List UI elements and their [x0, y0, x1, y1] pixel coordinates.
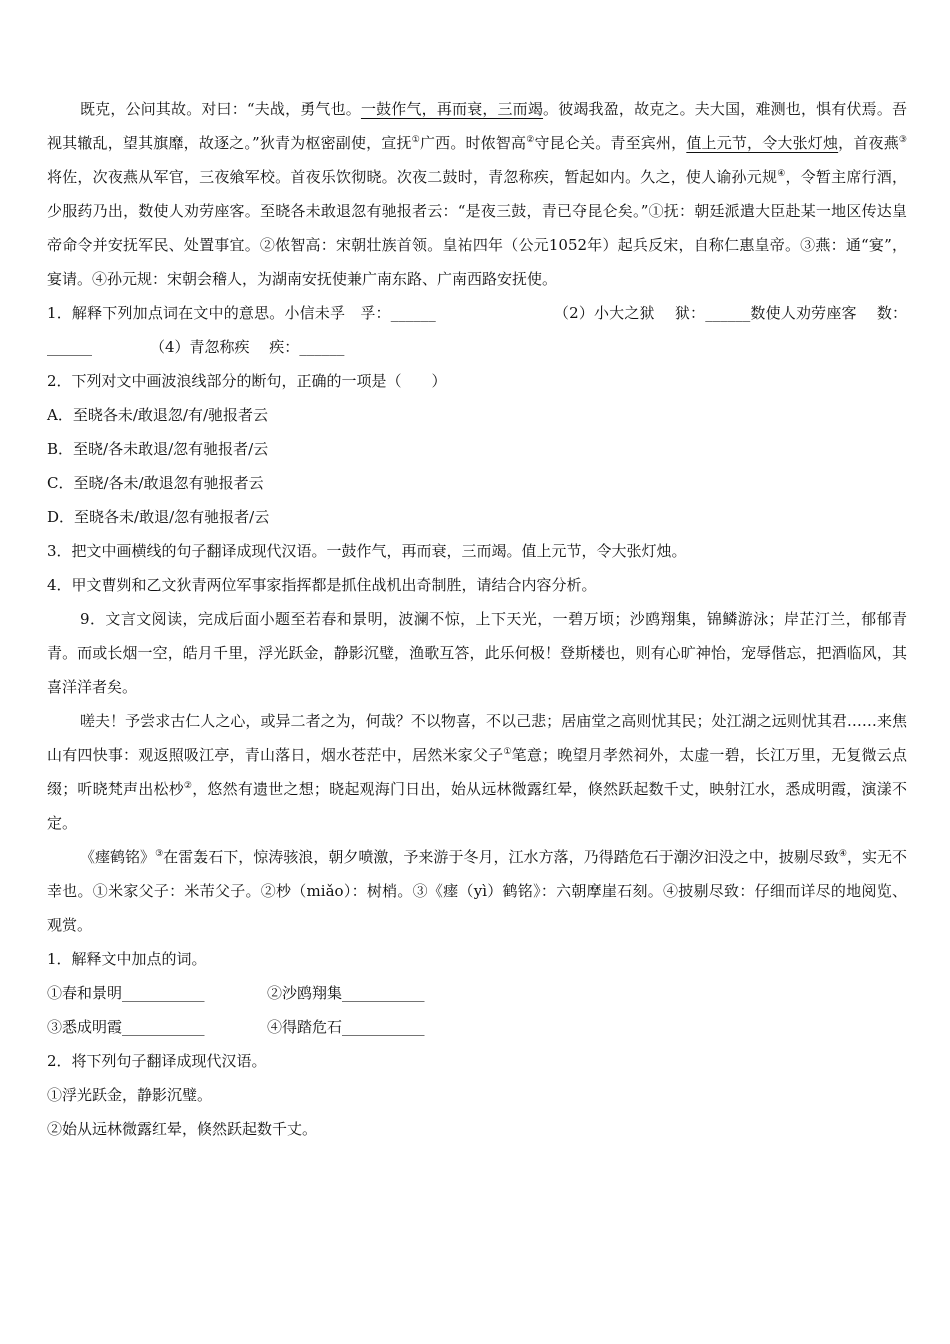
passage-text: 在雷轰石下，惊涛骇浪，朝夕喷激，予来游于冬月，江水方落，乃得踏危石于潮汐汩没之中，披剔尽致	[163, 848, 839, 866]
footnote-marker: ②	[183, 781, 193, 791]
sub-question-1-stem: 1．解释文中加点的词。	[47, 950, 207, 968]
passage-text: ，首夜燕	[838, 134, 899, 152]
vocab-item[interactable]: ②沙鸥翔集___________	[267, 984, 425, 1002]
question-text: 1．解释下列加点词在文中的意思。小信未孚 孚：	[47, 304, 391, 322]
answer-blank[interactable]: ______	[390, 304, 436, 322]
passage-text: 既克，公问其故。对曰：“夫战，勇气也。	[80, 100, 361, 118]
answer-blank[interactable]: ______	[299, 338, 345, 356]
answer-blank[interactable]: ______	[47, 338, 92, 356]
question-1	[47, 296, 907, 364]
option-c[interactable]: C．至晓/各未/敢退忽有驰报者云	[47, 474, 264, 492]
passage-text: ，令暂主席行酒，少服药乃出，数使人劝劳座客。至晓各未敢退忽有驰报者云：“是夜三鼓，青已夺昆仑矣。”①抚：朝廷派遣大臣赴某一地区传达皇帝命令并安抚军民、处置事宜。②侬智高：宋朝壮族首领。皇祐四年（公元1052年）起兵反宋，自称仁惠皇帝。③燕：通“宴”，宴请。④孙元规：宋朝会稽人，为湖南安抚使兼广南东路、广南西路安抚使。	[47, 168, 907, 288]
underlined-sentence-2: 值上元节，令大张灯烛	[686, 134, 839, 152]
sub-question-2-stem: 2．将下列句子翻译成现代汉语。	[47, 1052, 267, 1070]
passage-a	[47, 92, 907, 296]
footnote-marker: ②	[526, 135, 535, 145]
passage-text: 将佐，次夜燕从军官，三夜飨军校。首夜乐饮彻晓。次夜二鼓时，青忽称疾，暂起如内。久之，使人谕孙元规	[47, 168, 778, 186]
vocab-item[interactable]: ①春和景明___________	[47, 984, 205, 1002]
passage-text: 守昆仑关。青至宾州，	[534, 134, 687, 152]
sub-question-1-row	[47, 976, 907, 1010]
answer-blank[interactable]: ______	[705, 304, 751, 322]
passage-text: 。彼竭我盈，故克之。夫大国，难测也，惧有伏焉。吾视其辙乱，望其旗靡，故逐之。”狄青为枢密副使，宣抚	[47, 100, 907, 152]
section-9-paragraph-3	[47, 840, 907, 942]
translation-item: ②始从远林微露红晕，倏然跃起数千丈。	[47, 1120, 318, 1138]
option-b[interactable]: B．至晓/各未敢退/忽有驰报者/云	[47, 440, 269, 458]
footnote-marker: ①	[411, 135, 420, 145]
underlined-sentence-1: 一鼓作气，再而衰，三而竭	[360, 100, 544, 118]
footnote-marker: ④	[838, 849, 847, 859]
vocab-item[interactable]: ③悉成明霞___________	[47, 1018, 205, 1036]
passage-text: 嗟夫！予尝求古仁人之心，或异二者之为，何哉？不以物喜，不以己悲；居庙堂之高则忧其民；处江湖之远则忧其君……来焦山有四快事：观返照吸江亭，青山落日，烟水苍茫中，居然米家父子	[47, 712, 907, 764]
footnote-marker: ①	[503, 747, 512, 757]
passage-text: 笔意；晚望月孝然祠外，太虚一碧，长江万里，无复微云点缀；听晓梵声出松杪	[47, 746, 907, 798]
footnote-marker: ③	[898, 135, 907, 145]
question-3: 3．把文中画横线的句子翻译成现代汉语。一鼓作气，再而衰，三而竭。值上元节，令大张灯烛。	[47, 542, 687, 560]
passage-text: ，实无不幸也。①米家父子：米芾父子。②杪（miǎo）：树梢。③《瘗（yì）鹤铭》：六朝摩崖石刻。④披剔尽致：仔细而详尽的地阅览、观赏。	[47, 848, 907, 934]
vocab-item[interactable]: ④得踏危石___________	[267, 1018, 425, 1036]
question-2-stem: 2．下列对文中画波浪线部分的断句，正确的一项是（ ）	[47, 372, 447, 390]
question-4: 4．甲文曹刿和乙文狄青两位军事家指挥都是抓住战机出奇制胜，请结合内容分析。	[47, 576, 597, 594]
section-9-paragraph-2	[47, 704, 907, 840]
passage-text: 广西。时侬智高	[419, 134, 527, 152]
question-text: （2）小大之狱 狱：	[553, 304, 706, 322]
question-text: 数使人劝劳座客 数：	[750, 304, 908, 322]
passage-text: 《瘗鹤铭》	[80, 848, 156, 866]
option-d[interactable]: D．至晓各未/敢退/忽有驰报者/云	[47, 508, 270, 526]
sub-question-1-row	[47, 1010, 907, 1044]
section-9-paragraph-1: 9．文言文阅读，完成后面小题至若春和景明，波澜不惊，上下天光，一碧万顷；沙鸥翔集，锦鳞游泳；岸芷汀兰，郁郁青青。而或长烟一空，皓月千里，浮光跃金，静影沉璧，渔歌互答，此乐何极！登斯楼也，则有心旷神怡，宠辱偕忘，把酒临风，其喜洋洋者矣。	[47, 610, 907, 696]
translation-item: ①浮光跃金，静影沉璧。	[47, 1086, 213, 1104]
footnote-marker: ③	[155, 849, 164, 859]
document-page	[47, 92, 907, 1146]
question-text: （4）青忽称疾 疾：	[150, 338, 300, 356]
passage-text: ，悠然有遗世之想；晓起观海门日出，始从远林微露红晕，倏然跃起数千丈，映射江水，悉成明霞，演漾不定。	[47, 780, 907, 832]
footnote-marker: ④	[777, 169, 786, 179]
option-a[interactable]: A．至晓各未/敢退忽/有/驰报者云	[47, 406, 268, 424]
